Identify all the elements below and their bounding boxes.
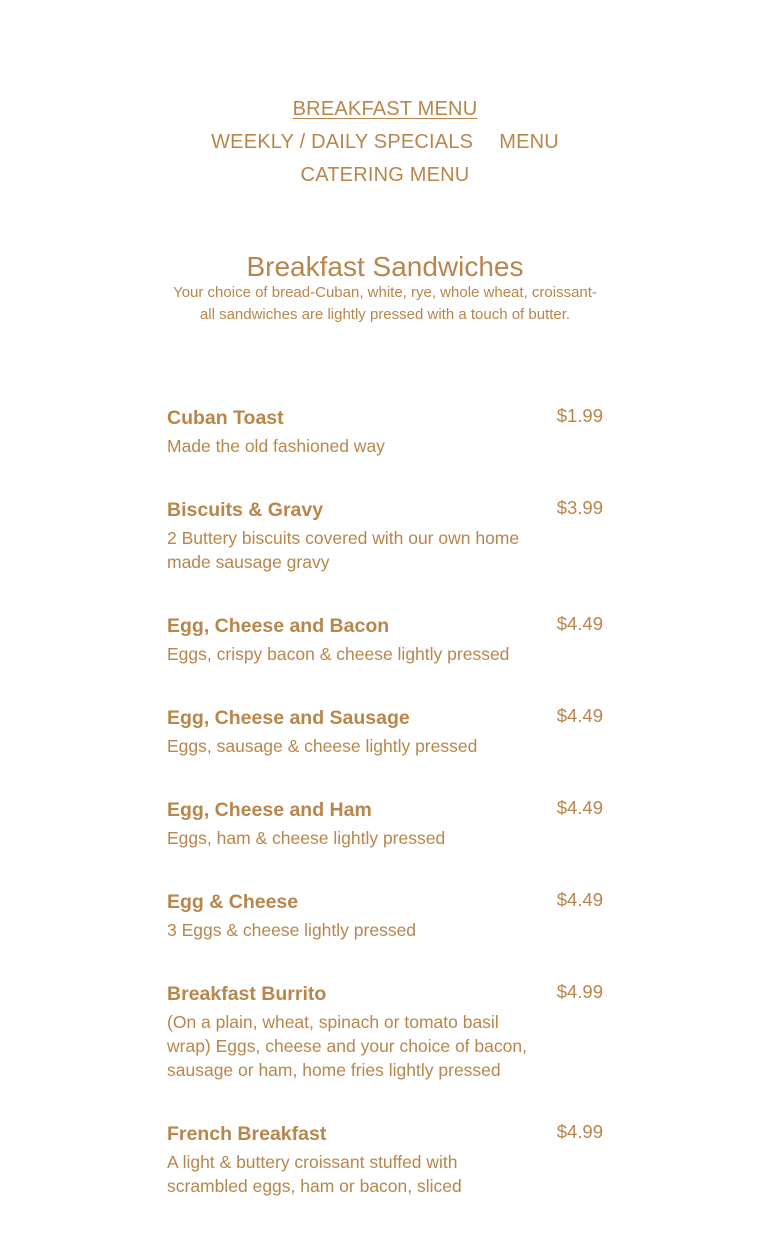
menu-item-name: Breakfast Burrito [167, 983, 327, 1005]
menu-item-description: 2 Buttery biscuits covered with our own home made sausage gravy [167, 528, 520, 572]
menu-item-description: Made the old fashioned way [167, 436, 385, 456]
menu-item-price: $4.99 [556, 981, 603, 1002]
menu-item-description: Eggs, crispy bacon & cheese lightly pressed [167, 644, 510, 664]
menu-item-price: $4.99 [556, 1121, 603, 1142]
menu-item-name: French Breakfast [167, 1123, 327, 1145]
menu-item [167, 981, 603, 1082]
menu-item-name: Egg, Cheese and Ham [167, 799, 372, 821]
menu-item-price: $4.49 [556, 613, 603, 634]
nav-menu-link[interactable]: MENU [499, 131, 559, 153]
menu-item-price: $4.49 [556, 705, 603, 726]
menu-item-price: $4.49 [556, 889, 603, 910]
menu-item [167, 1121, 603, 1198]
menu-item-name: Biscuits & Gravy [167, 499, 324, 521]
menu-item [167, 405, 603, 458]
menu-item-price: $1.99 [556, 405, 603, 426]
section-title: Breakfast Sandwiches [246, 251, 524, 282]
menu-item-name: Egg & Cheese [167, 891, 299, 913]
menu-item [167, 497, 603, 574]
menu-item-name: Egg, Cheese and Bacon [167, 615, 390, 637]
menu-item-description: A light & buttery croissant stuffed with scrambled eggs, ham or bacon, sliced [167, 1152, 462, 1196]
menu-item [167, 889, 603, 942]
menu-item [167, 797, 603, 850]
menu-item-description: Eggs, ham & cheese lightly pressed [167, 828, 446, 848]
nav-row-2 [0, 131, 770, 154]
menu-items-list [167, 405, 603, 1237]
nav-breakfast-menu-link[interactable]: BREAKFAST MENU [292, 98, 478, 120]
menu-item [167, 613, 603, 666]
nav-row-1 [0, 98, 770, 121]
menu-item-description: 3 Eggs & cheese lightly pressed [167, 920, 417, 940]
nav-row-3 [0, 164, 770, 187]
menu-item-name: Egg, Cheese and Sausage [167, 707, 410, 729]
menu-item-price: $3.99 [556, 497, 603, 518]
section-description: Your choice of bread-Cuban, white, rye, whole wheat, croissant-all sandwiches are lightly pressed with a touch of butter. [173, 284, 597, 323]
menu-item-description: (On a plain, wheat, spinach or tomato basil wrap) Eggs, cheese and your choice of bacon, sausage or ham, home fries lightly pressed [167, 1012, 527, 1080]
menu-item-description: Eggs, sausage & cheese lightly pressed [167, 736, 478, 756]
menu-item-name: Cuban Toast [167, 407, 284, 429]
menu-item-price: $4.49 [556, 797, 603, 818]
menu-item [167, 705, 603, 758]
nav-catering-menu-link[interactable]: CATERING MENU [300, 164, 470, 186]
nav-weekly-specials-link[interactable]: WEEKLY / DAILY SPECIALS [211, 131, 474, 153]
